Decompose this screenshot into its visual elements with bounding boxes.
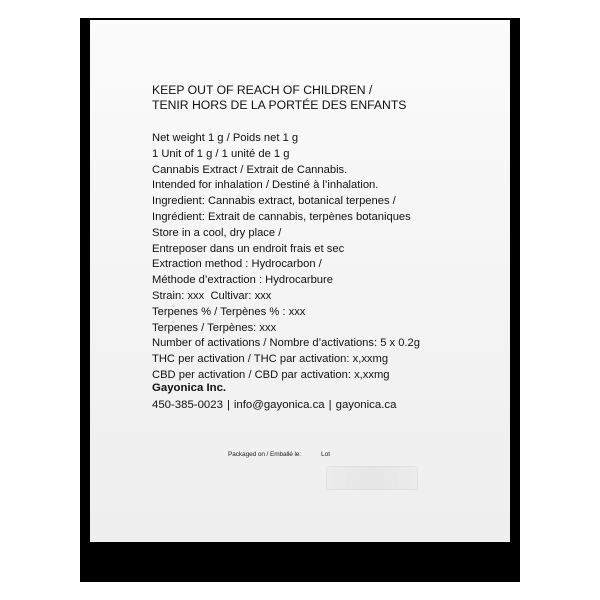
terpenes-percent-line: Terpenes % / Terpènes % : xxx (152, 305, 306, 318)
separator: | (226, 399, 230, 411)
unit-line: 1 Unit of 1 g / 1 unité de 1 g (152, 147, 290, 160)
product-label (90, 20, 510, 542)
terpenes-line: Terpenes / Terpènes: xxx (152, 321, 277, 334)
email-address: info@gayonica.ca (233, 399, 325, 411)
contact-line (152, 397, 396, 414)
separator: | (328, 399, 332, 411)
packaged-on-label: Packaged on / Emballé le: (228, 451, 302, 458)
intended-use-line: Intended for inhalation / Destiné à l’inhalation. (152, 179, 379, 192)
storage-line-en: Store in a cool, dry place / (152, 226, 282, 239)
company-block (152, 380, 396, 414)
extraction-line-en: Extraction method : Hydrocarbon / (152, 258, 322, 271)
product-info-block (152, 131, 502, 384)
warning-line: KEEP OUT OF REACH OF CHILDREN / (152, 83, 373, 97)
phone-number: 450-385-0023 (152, 399, 223, 411)
strain-line: Strain: xxx Cultivar: xxx (152, 289, 272, 302)
website: gayonica.ca (335, 399, 397, 411)
ingredient-line-en: Ingredient: Cannabis extract, botanical terpenes / (152, 195, 396, 208)
activations-line: Number of activations / Nombre d’activations: 5 x 0.2g (152, 337, 421, 350)
warning-line: TENIR HORS DE LA PORTÉE DES ENFANTS (152, 98, 407, 112)
thc-line: THC per activation / THC par activation: x,xxmg (152, 353, 389, 366)
storage-line-fr: Entreposer dans un endroit frais et sec (152, 242, 345, 255)
ingredient-line-fr: Ingrédient: Extrait de cannabis, terpènes botaniques (152, 210, 411, 223)
company-name: Gayonica Inc. (152, 382, 227, 394)
product-type-line: Cannabis Extract / Extrait de Cannabis. (152, 163, 348, 176)
extraction-line-fr: Méthode d’extraction : Hydrocarbure (152, 274, 333, 287)
cbd-line: CBD per activation / CBD par activation: x,xxmg (152, 368, 390, 381)
warning-block (152, 83, 492, 113)
embossed-logo (326, 466, 418, 490)
lot-label: Lot (321, 451, 331, 458)
net-weight-line: Net weight 1 g / Poids net 1 g (152, 132, 299, 144)
